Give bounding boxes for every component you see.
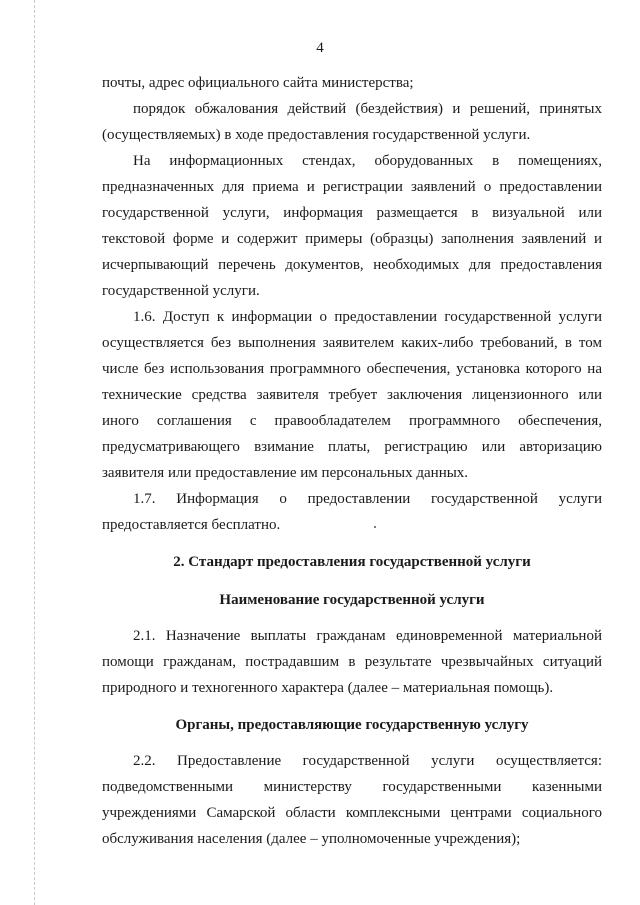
paragraph-appeal-procedure: порядок обжалования действий (бездействия) и решений, принятых (осуществляемых) в ходе предоставления государственной услуги. (102, 101, 602, 143)
paragraph-1-7-free: 1.7. Информация о предоставлении государственной услуги предоставляется бесплатно. (102, 491, 602, 533)
document-body (102, 70, 602, 852)
authorities-heading: Органы, предоставляющие государственную услугу (175, 717, 529, 733)
paragraph-info-stands: На информационных стендах, оборудованных в помещениях, предназначенных для приема и регистрации заявлений о предоставлении государственной услуги, информация размещается в визуальной или текстовой форме и содержит примеры (образцы) заполнения заявлений и исчерпывающий перечень документов, необходимых для предоставления государственной услуги. (102, 153, 602, 299)
paragraph-2-2-authorities: 2.2. Предоставление государственной услуги осуществляется: подведомственными министерству государственными казенными учреждениями Самарской области комплексными центрами социального обслуживания населения (далее – уполномоченные учреждения); (102, 753, 602, 847)
page-number: 4 (316, 40, 324, 56)
service-name-heading: Наименование государственной услуги (219, 592, 485, 608)
paragraph-contacts: почты, адрес официального сайта министерства; (102, 75, 414, 91)
left-margin-rule (34, 0, 35, 905)
paragraph-1-6-access: 1.6. Доступ к информации о предоставлении государственной услуги осуществляется без выполнения заявителем каких-либо требований, в том числе без использования программного обеспечения, установка которого на технические средства заявителя требует заключения лицензионного или иного соглашения с правообладателем программного обеспечения, предусматривающего взимание платы, регистрацию или авторизацию заявителя или предоставление им персональных данных. (102, 309, 602, 481)
paragraph-2-1-name: 2.1. Назначение выплаты гражданам единовременной материальной помощи гражданам, пострадавшим в результате чрезвычайных ситуаций природного и техногенного характера (далее – материальная помощь). (102, 628, 602, 696)
scan-speck (374, 526, 376, 528)
section-2-heading: 2. Стандарт предоставления государственной услуги (173, 554, 531, 570)
